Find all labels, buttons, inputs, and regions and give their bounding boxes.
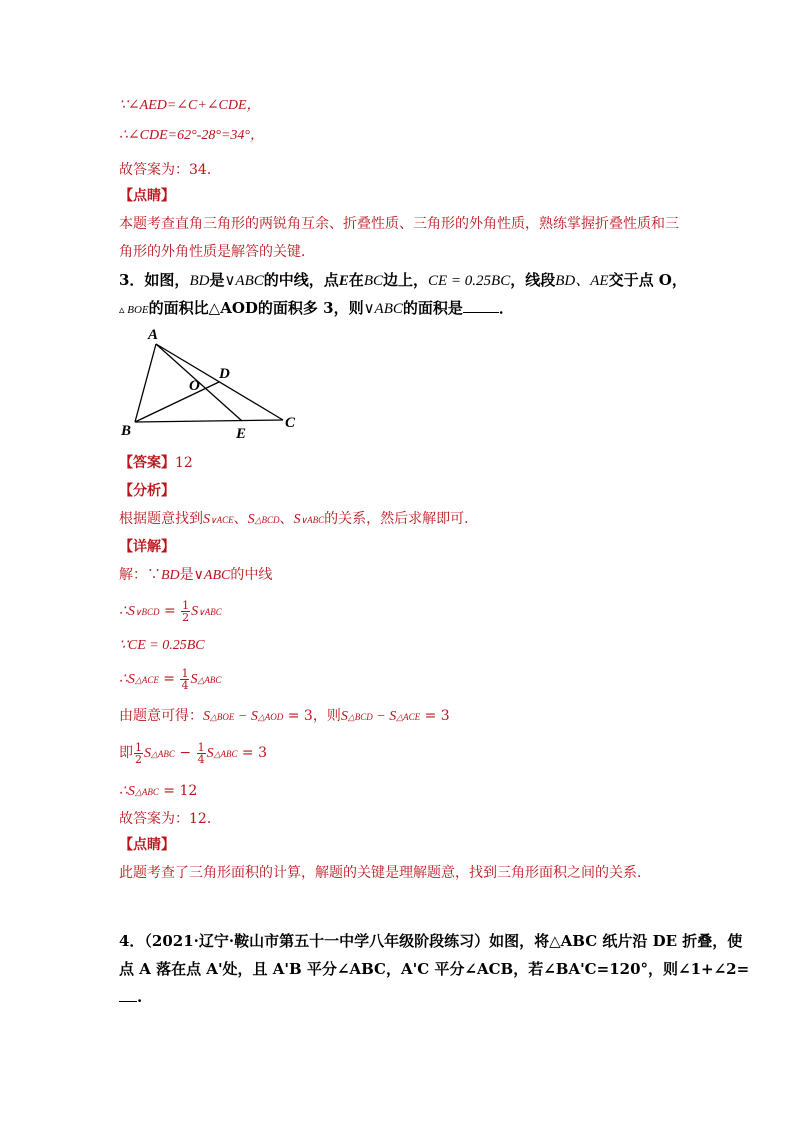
s1-bd: BD — [161, 568, 180, 583]
question-4-line-c — [119, 987, 142, 1007]
fraction-quarter — [180, 668, 189, 691]
fraction-quarter — [197, 742, 206, 765]
answer-value: 12 — [175, 455, 193, 471]
dianjing-heading-1: 【点睛】 — [119, 188, 175, 204]
q3-seg: BD、AE — [555, 273, 609, 289]
s6-sub: △ABC — [213, 749, 238, 759]
fenxi-sub3: ∨ABC — [300, 515, 325, 525]
segment-ac — [156, 344, 283, 420]
note-1-line-a: 本题考查直角三角形的两锐角互余、折叠性质、三角形的外角性质，熟练掌握折叠性质和三 — [119, 216, 679, 232]
s4-s: S — [190, 672, 198, 687]
q3-text: 交于点 O， — [608, 271, 687, 289]
s6-pre: 即 — [119, 745, 133, 761]
segment-bc — [135, 420, 283, 422]
solution-line-3: ∵CE = 0.25BC — [119, 638, 205, 653]
fenxi-heading: 【分析】 — [119, 483, 175, 499]
s5-pre: 由题意可得： — [119, 708, 203, 724]
s1-pre: 解：∵ — [119, 567, 161, 583]
s5-eq: = 3 — [283, 708, 313, 724]
s4-eq: = — [158, 671, 180, 687]
s7-sub: △ABC — [134, 787, 159, 797]
note-2: 此题考查了三角形面积的计算，解题的关键是理解题意，找到三角形面积之间的关系． — [119, 865, 651, 881]
fraction-half — [181, 600, 190, 623]
frac-num: 1 — [135, 740, 142, 754]
s6-sub: △ABC — [151, 749, 175, 759]
fenxi-sep: 、 — [279, 511, 294, 527]
fenxi-pre: 根据题意找到 — [119, 511, 203, 527]
q3-e: E — [338, 273, 349, 289]
s2-pre: ∴S — [119, 604, 135, 619]
s5-mid: ，则 — [312, 708, 341, 724]
q3-tri: ∨ABC — [224, 273, 264, 289]
s6-eq: = 3 — [237, 745, 268, 761]
label-o: O — [189, 378, 200, 394]
s4-sub: △ABC — [197, 675, 222, 685]
segment-ab — [135, 344, 156, 422]
s4-sub: △ACE — [134, 675, 159, 685]
label-b: B — [121, 423, 132, 439]
q3-bc: BC — [363, 273, 383, 289]
s5-eq: = 3 — [420, 708, 450, 724]
s2-sub: ∨BCD — [134, 607, 160, 617]
answer-blank — [463, 298, 499, 313]
q3-eq: CE = 0.25BC — [428, 273, 511, 289]
question-4-line-a: 4．（2021·辽宁·鞍山市第五十一中学八年级阶段练习）如图，将△ABC 纸片沿 DE 折叠，使 — [119, 932, 743, 950]
proof-line-1: ∵∠AED=∠C+∠CDE， — [119, 98, 261, 113]
s1-end: 的中线 — [230, 567, 273, 583]
s7-eq: = 12 — [158, 783, 198, 799]
triangle-figure — [115, 324, 305, 444]
fenxi-end: 的关系，然后求解即可． — [324, 511, 479, 527]
solution-line-1 — [119, 565, 272, 586]
s5-minus: − S — [372, 709, 397, 724]
q3-text: 的中线，点 — [263, 271, 339, 289]
fenxi-sub1: ∨ACE — [210, 515, 234, 525]
s5-s: S — [340, 709, 348, 724]
s4-pre: ∴S — [119, 672, 135, 687]
answer-line-1: 故答案为：34． — [119, 162, 221, 178]
frac-den: 4 — [197, 752, 205, 766]
frac-den: 2 — [182, 610, 190, 624]
question-3-line-b — [119, 298, 514, 320]
label-e: E — [236, 426, 247, 442]
label-a: A — [148, 327, 159, 343]
question-3-line-a — [119, 270, 687, 291]
q3-text: ． — [498, 299, 514, 317]
label-c: C — [285, 415, 296, 431]
q3-bd: BD — [189, 273, 210, 289]
xiangjie-heading: 【详解】 — [119, 539, 175, 555]
q3-text: ，线段 — [510, 271, 556, 289]
solution-line-5 — [119, 706, 450, 727]
s1-mid: 是 — [179, 567, 194, 583]
answer-heading: 【答案】 — [119, 455, 175, 471]
solution-line-7 — [119, 781, 197, 802]
s6-minus: − — [174, 745, 196, 761]
s1-tri: ∨ABC — [193, 568, 231, 583]
note-1-line-b: 角形的外角性质是解答的关键． — [119, 244, 315, 260]
solution-line-2 — [119, 598, 222, 625]
frac-num: 1 — [182, 598, 190, 612]
s5-s: S — [203, 709, 210, 724]
q3-text: 是 — [209, 271, 225, 289]
frac-den: 2 — [135, 752, 142, 766]
q3-boe: ▵ BOE — [119, 304, 149, 316]
segment-bd — [135, 382, 219, 422]
s2-s: S — [191, 604, 199, 619]
proof-line-2: ∴∠CDE=62°-28°=34°， — [119, 128, 264, 143]
question-4-line-b: 点 A 落在点 A'处，且 A'B 平分∠ABC，A'C 平分∠ACB，若∠BA'C=120°，则∠1+∠2= — [119, 960, 750, 978]
s2-sub: ∨ABC — [198, 607, 222, 617]
s5-sub: △AOD — [257, 712, 284, 722]
s5-sub: △BOE — [210, 712, 235, 722]
s2-eq: = — [159, 603, 181, 619]
solution-line-8: 故答案为：12． — [119, 811, 221, 827]
frac-num: 1 — [197, 740, 205, 754]
label-d: D — [219, 366, 230, 382]
s5-sub: △ACE — [396, 712, 421, 722]
answer-row — [119, 453, 193, 473]
answer-blank — [119, 987, 137, 1002]
fenxi-sub2: △BCD — [254, 515, 280, 525]
frac-den: 4 — [181, 678, 189, 692]
fenxi-sep: 、 — [233, 511, 248, 527]
fenxi-text: 根据题意找到S∨ACE、S△BCD、S∨ABC的关系，然后求解即可． — [119, 511, 479, 527]
solution-line-6 — [119, 740, 267, 767]
s6-s: S — [206, 746, 214, 761]
dianjing-heading-2: 【点睛】 — [119, 837, 175, 853]
fraction-half — [134, 742, 143, 765]
q4-dot: . — [137, 988, 143, 1006]
frac-num: 1 — [181, 666, 189, 680]
q3-text: 在 — [348, 271, 364, 289]
q3-number: 3．如图， — [119, 271, 190, 289]
q3-text: 的面积比△AOD的面积多 3，则 — [148, 299, 364, 317]
q3-tri: ∨ABC — [363, 301, 403, 317]
q3-text: 边上， — [382, 271, 428, 289]
s7-pre: ∴S — [119, 784, 135, 799]
solution-line-4 — [119, 666, 221, 693]
s5-minus: − S — [234, 709, 258, 724]
q3-text: 的面积是 — [402, 299, 463, 317]
s5-sub: △BCD — [347, 712, 373, 722]
s6-s: S — [144, 746, 151, 761]
